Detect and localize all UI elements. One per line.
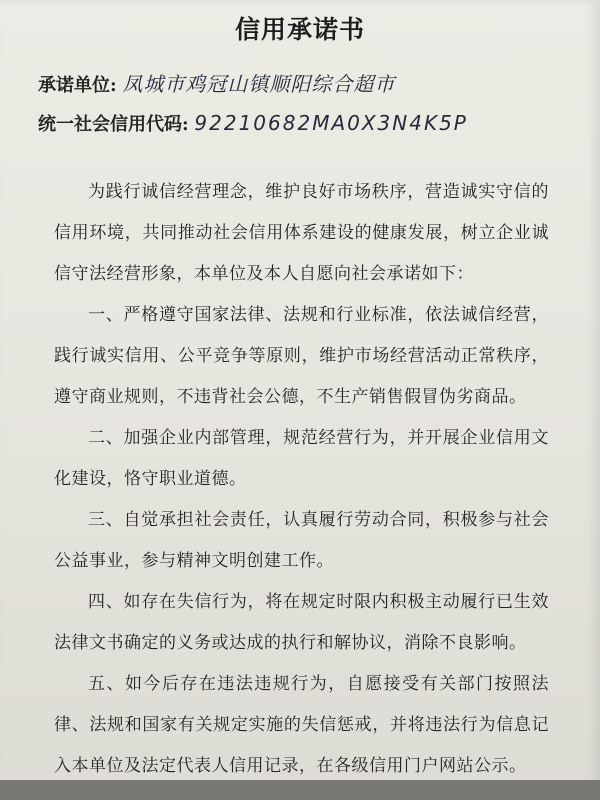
pledge-item-2: 二、加强企业内部管理，规范经营行为，并开展企业信用文化建设，恪守职业道德。 <box>54 428 549 489</box>
intro-paragraph: 为践行诚信经营理念，维护良好市场秩序，营造诚实守信的信用环境，共同推动社会信用体系建设的健康发展，树立企业诚信守法经营形象，本单位及本人自愿向社会承诺如下： <box>54 182 549 284</box>
pledge-item-3: 三、自觉承担社会责任，认真履行劳动合同，积极参与社会公益事业，参与精神文明创建工作。 <box>54 510 549 571</box>
document-title: 信用承诺书 <box>234 15 365 44</box>
pledge-item-5: 五、如今后存在违法违规行为，自愿接受有关部门按照法律、法规和国家有关规定实施的失信惩戒，并将违法行为信息记入本单位及法定代表人信用记录，在各级信用门户网站公示。 <box>54 674 549 776</box>
pledge-body <box>54 172 549 787</box>
pledging-unit-label: 承诺单位: <box>38 75 117 96</box>
credit-code-line <box>38 110 468 136</box>
pledging-unit-handwritten-value: 凤城市鸡冠山镇顺阳综合超市 <box>122 72 396 96</box>
pledge-item-1: 一、严格遵守国家法律、法规和行业标准，依法诚信经营，践行诚实信用、公平竞争等原则，维护市场经营活动正常秩序，遵守商业规则，不违背社会公德，不生产销售假冒伪劣商品。 <box>54 305 549 407</box>
credit-code-label: 统一社会信用代码: <box>38 114 189 135</box>
page-bottom-edge <box>0 780 600 800</box>
credit-code-handwritten-value: 92210682MA0X3N4K5P <box>194 111 468 135</box>
pledge-item-4: 四、如存在失信行为，将在规定时限内积极主动履行已生效法律文书确定的义务或达成的执行和解协议，消除不良影响。 <box>54 592 549 653</box>
pledging-unit-line <box>38 68 395 97</box>
